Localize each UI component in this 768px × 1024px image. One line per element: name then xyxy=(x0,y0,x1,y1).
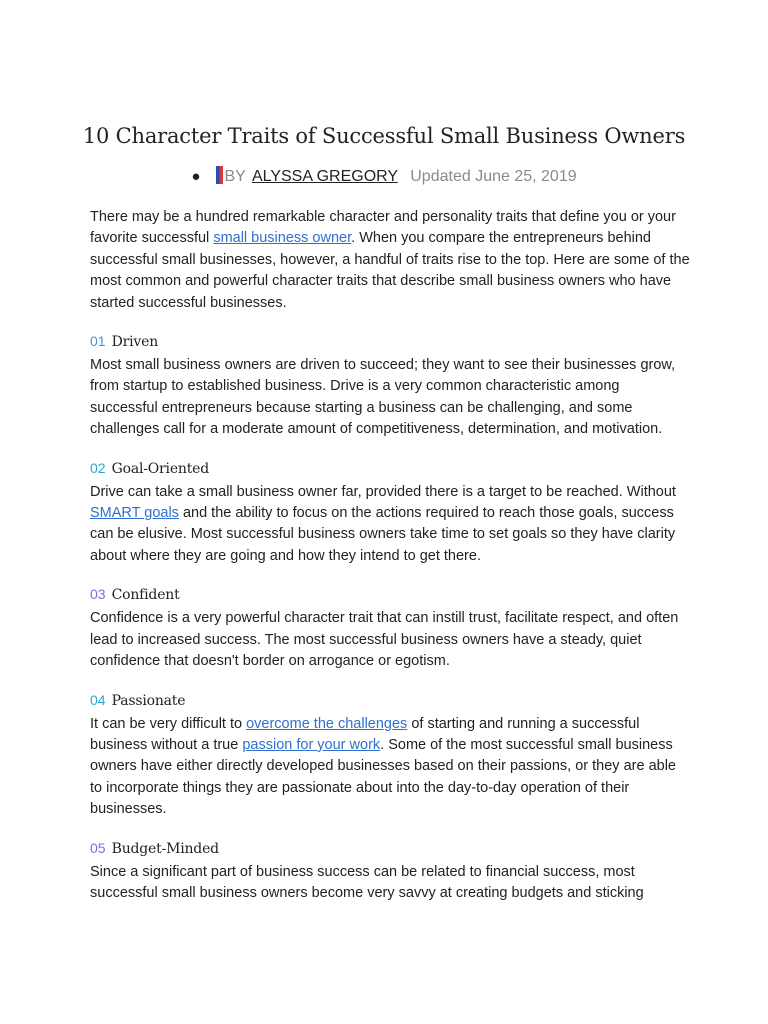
overcome-challenges-link[interactable]: overcome the challenges xyxy=(246,715,408,732)
small-business-owner-link[interactable]: small business owner xyxy=(213,230,352,247)
section-title: Goal-Oriented xyxy=(111,460,209,477)
section-text-2: of starting and running a successful business without a true xyxy=(90,715,640,753)
article-body xyxy=(90,207,690,904)
passion-for-work-link[interactable]: passion for your work xyxy=(242,736,381,753)
intro-text-1: There may be a hundred remarkable character and personality traits that define you or your favorite successful xyxy=(90,209,676,247)
section-title: Passionate xyxy=(111,692,186,709)
article-title: 10 Character Traits of Successful Small Business Owners xyxy=(82,124,686,148)
updated-date: Updated June 25, 2019 xyxy=(410,168,577,185)
section-heading xyxy=(90,330,690,353)
section-text-2: and the ability to focus on the actions required to reach those goals, success can be elusive. Most successful business owners take time to set goals so they have clarity about where they are going and how they intend to get there. xyxy=(90,505,676,564)
section-heading xyxy=(90,689,690,712)
section-text xyxy=(90,482,690,568)
section-title: Budget-Minded xyxy=(111,840,219,857)
section-heading xyxy=(90,583,690,606)
section-goal-oriented xyxy=(90,457,690,568)
intro-text-2: . When you compare the entrepreneurs behind successful small businesses, however, a handful of traits rise to the top. Here are some of the most common and powerful character traits that describe small business owners who have started successful businesses. xyxy=(90,230,690,311)
section-heading xyxy=(90,457,690,480)
section-heading xyxy=(90,837,690,860)
section-confident xyxy=(90,583,690,672)
section-passionate xyxy=(90,689,690,821)
section-driven xyxy=(90,330,690,441)
author-flag-icon xyxy=(216,166,223,184)
section-text xyxy=(90,714,690,821)
section-number: 01 xyxy=(90,333,106,350)
section-text: Confidence is a very powerful character trait that can instill trust, facilitate respect, and often lead to increased success. The most successful business owners have a steady, quiet confidence that doesn't border on arrogance or egotism. xyxy=(90,610,679,670)
byline-by: BY xyxy=(224,168,246,185)
intro-paragraph xyxy=(90,207,690,314)
section-number: 02 xyxy=(90,459,106,476)
section-text-3: . Some of the most successful small business owners have either directly developed businesses based on their passions, or they are able to incorporate things they are passionate about into the day-to-day operation of their businesses. xyxy=(90,736,676,818)
section-number: 04 xyxy=(90,691,106,708)
section-text-1: It can be very difficult to xyxy=(90,715,247,732)
smart-goals-link[interactable]: SMART goals xyxy=(90,505,179,522)
byline xyxy=(0,166,768,186)
section-budget-minded xyxy=(90,837,690,905)
section-title: Confident xyxy=(111,587,180,604)
section-text: Most small business owners are driven to succeed; they want to see their businesses grow, from startup to established business. Drive is a very common characteristic among successful entrepreneurs because starting a business can be challenging, and some challenges call for a moderate amount of competitiveness, determination, and motivation. xyxy=(90,357,676,438)
section-number: 03 xyxy=(90,586,106,603)
section-text: Since a significant part of business success can be related to financial success, most successful small business owners become very savvy at creating budgets and sticking xyxy=(90,863,644,901)
author-link[interactable]: ALYSSA GREGORY xyxy=(251,168,398,185)
bullet-icon: ● xyxy=(191,168,201,185)
section-text-1: Drive can take a small business owner far, provided there is a target to be reached. Without xyxy=(90,483,676,500)
section-title: Driven xyxy=(111,334,159,351)
section-number: 05 xyxy=(90,839,106,856)
